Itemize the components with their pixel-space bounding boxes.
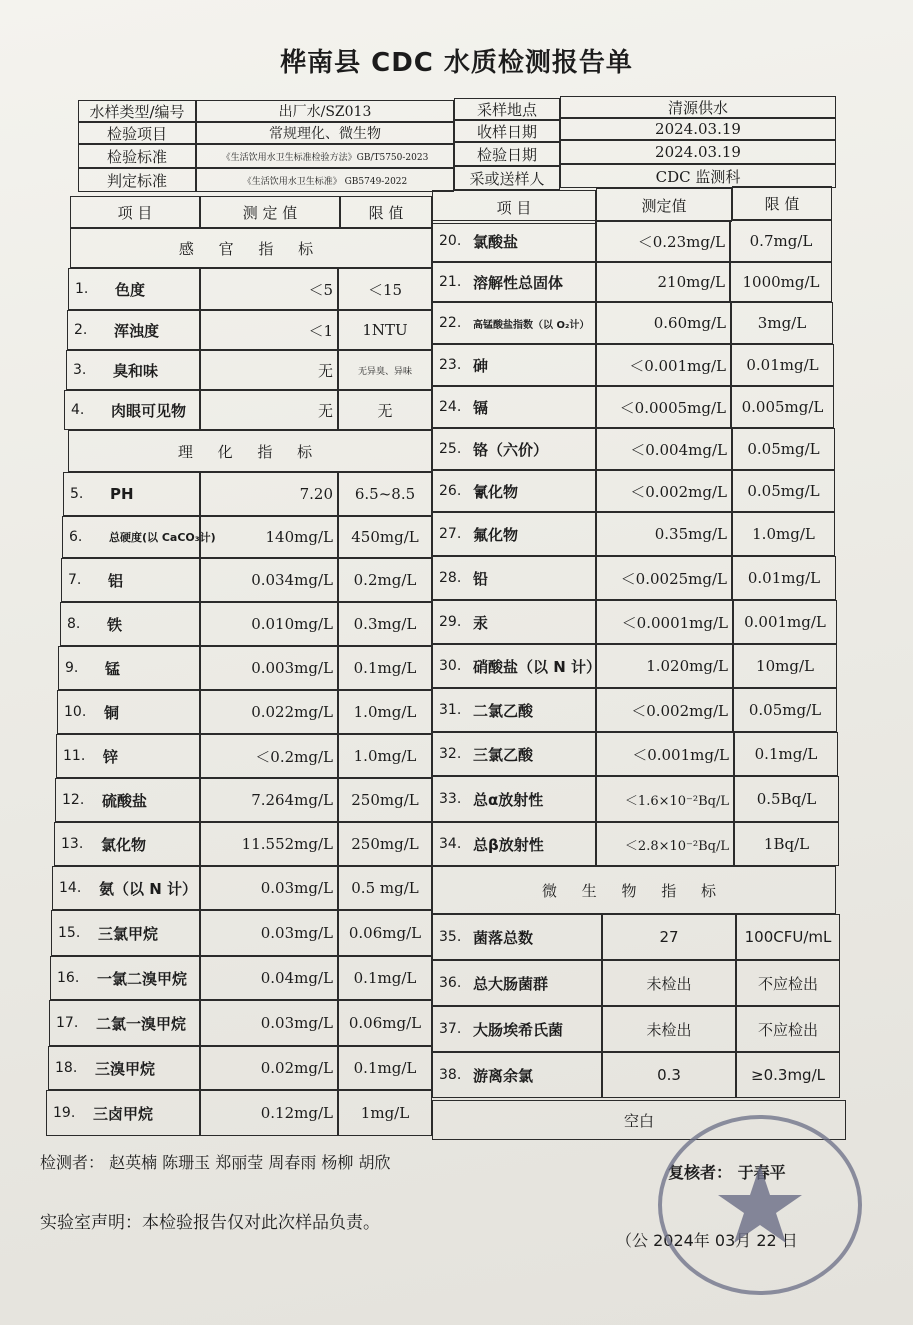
- item-number: 33.: [439, 791, 462, 807]
- header-label: 水样类型/编号: [78, 100, 196, 122]
- right-item-name: [432, 688, 596, 732]
- right-item-name: [432, 220, 596, 262]
- header-value-right: CDC 监测科: [560, 164, 836, 188]
- header-label-right: 采样地点: [454, 98, 560, 120]
- right-limit: 0.001mg/L: [733, 600, 837, 644]
- left-limit: ＜15: [338, 268, 432, 310]
- item-name: 游离余氯: [473, 1066, 534, 1085]
- right-measured: ＜0.0001mg/L: [596, 600, 733, 644]
- header-value-right: 2024.03.19: [560, 140, 836, 164]
- col-measured-left: 测 定 值: [200, 196, 340, 228]
- left-measured: 0.03mg/L: [200, 1000, 338, 1046]
- left-item-name: [48, 1046, 200, 1090]
- item-number: 22.: [439, 315, 462, 331]
- right-item-name: [432, 732, 596, 776]
- left-measured: ＜5: [200, 268, 338, 310]
- item-name: 二氯一溴甲烷: [96, 1014, 187, 1033]
- item-name: 铜: [104, 703, 120, 722]
- micro-item-name: [432, 1006, 602, 1052]
- item-number: 34.: [439, 836, 462, 852]
- item-name: 镉: [473, 398, 489, 417]
- left-item-name: [68, 268, 200, 310]
- left-item-name: [63, 472, 200, 516]
- item-number: 25.: [439, 441, 462, 457]
- item-number: 4.: [71, 402, 85, 418]
- left-item-name: [58, 646, 200, 690]
- right-item-name: [432, 302, 596, 344]
- item-name: 肉眼可见物: [111, 401, 187, 420]
- item-name: 总大肠菌群: [473, 974, 549, 993]
- item-number: 32.: [439, 746, 462, 762]
- left-measured: ＜1: [200, 310, 338, 350]
- right-item-name: [432, 556, 596, 600]
- left-limit: 0.3mg/L: [338, 602, 432, 646]
- right-limit: 0.05mg/L: [732, 428, 835, 470]
- item-number: 26.: [439, 483, 462, 499]
- item-number: 23.: [439, 357, 462, 373]
- item-name: 总硬度(以 CaCO₃计): [109, 531, 216, 544]
- left-limit: 450mg/L: [338, 516, 432, 558]
- left-limit: 0.1mg/L: [338, 646, 432, 690]
- right-measured: ＜1.6×10⁻²Bq/L: [596, 776, 734, 822]
- right-item-name: [432, 644, 601, 688]
- left-limit: 0.06mg/L: [338, 910, 432, 956]
- right-item-name: [432, 776, 596, 822]
- item-name: 铁: [107, 615, 123, 634]
- micro-limit: 100CFU/mL: [736, 914, 840, 960]
- item-name: 三溴甲烷: [95, 1059, 156, 1078]
- right-limit: 0.01mg/L: [732, 556, 836, 600]
- left-measured: 11.552mg/L: [200, 822, 338, 866]
- right-item-name: [432, 470, 596, 512]
- item-number: 17.: [56, 1015, 79, 1031]
- header-value: 出厂水/SZ013: [196, 100, 454, 122]
- item-name: 硫酸盐: [102, 791, 148, 810]
- micro-item-name: [432, 914, 602, 960]
- item-number: 1.: [75, 281, 89, 297]
- left-measured: 无: [200, 350, 338, 390]
- item-number: 36.: [439, 975, 462, 991]
- left-item-name: [52, 866, 200, 910]
- left-measured: 7.20: [200, 472, 338, 516]
- left-limit: 无: [338, 390, 432, 430]
- right-limit: 0.5Bq/L: [734, 776, 839, 822]
- left-measured: 无: [200, 390, 338, 430]
- col-item-right: 项 目: [432, 190, 596, 224]
- left-limit: 250mg/L: [338, 778, 432, 822]
- item-number: 8.: [67, 616, 81, 632]
- item-name: 铬（六价）: [473, 440, 549, 459]
- left-limit: 0.1mg/L: [338, 1046, 432, 1090]
- right-measured: ＜0.0025mg/L: [596, 556, 732, 600]
- report-title: 桦南县 CDC 水质检测报告单: [280, 48, 633, 78]
- micro-measured: 0.3: [602, 1052, 736, 1098]
- item-number: 18.: [55, 1060, 78, 1076]
- reviewer-line: 复核者： 于春平: [668, 1163, 786, 1182]
- item-number: 3.: [73, 362, 87, 378]
- item-name: 锌: [103, 747, 119, 766]
- right-item-name: [432, 386, 596, 428]
- item-number: 7.: [68, 572, 82, 588]
- item-number: 38.: [439, 1067, 462, 1083]
- item-name: 色度: [115, 280, 146, 299]
- left-measured: 0.003mg/L: [200, 646, 338, 690]
- left-limit: 无异臭、异味: [338, 350, 432, 390]
- section-physchem: 理 化 指 标: [68, 430, 432, 472]
- item-name: 铝: [108, 571, 124, 590]
- item-number: 13.: [61, 836, 84, 852]
- item-number: 9.: [65, 660, 79, 676]
- item-name: 臭和味: [113, 361, 159, 380]
- col-limit-right: 限 值: [732, 186, 832, 220]
- left-measured: 0.02mg/L: [200, 1046, 338, 1090]
- left-limit: 0.06mg/L: [338, 1000, 432, 1046]
- item-name: 一氯二溴甲烷: [97, 969, 188, 988]
- item-name: 三卤甲烷: [93, 1104, 154, 1123]
- blank-cell: 空白: [432, 1100, 846, 1140]
- right-limit: 0.01mg/L: [731, 344, 834, 386]
- item-name: 锰: [105, 659, 121, 678]
- item-name: 氨（以 N 计）: [99, 879, 197, 898]
- left-item-name: [56, 734, 200, 778]
- official-seal-icon: [655, 1110, 865, 1300]
- item-number: 12.: [62, 792, 85, 808]
- header-label-right: 采或送样人: [454, 166, 560, 190]
- right-item-name: [432, 512, 596, 556]
- micro-limit: 不应检出: [736, 1006, 840, 1052]
- right-measured: 210mg/L: [596, 262, 730, 302]
- micro-limit: ≥0.3mg/L: [736, 1052, 840, 1098]
- left-item-name: [60, 602, 200, 646]
- right-limit: 0.05mg/L: [733, 688, 837, 732]
- left-item-name: [50, 956, 200, 1000]
- item-name: PH: [110, 485, 134, 503]
- item-name: 铅: [473, 569, 489, 588]
- left-limit: 6.5~8.5: [338, 472, 432, 516]
- left-measured: ＜0.2mg/L: [200, 734, 338, 778]
- item-number: 31.: [439, 702, 462, 718]
- left-measured: 0.04mg/L: [200, 956, 338, 1000]
- item-number: 6.: [69, 529, 83, 545]
- header-value-right: 清源供水: [560, 96, 836, 118]
- item-name: 三氯甲烷: [98, 924, 159, 943]
- right-limit: 10mg/L: [733, 644, 837, 688]
- item-number: 21.: [439, 274, 462, 290]
- item-number: 24.: [439, 399, 462, 415]
- item-name: 总β放射性: [473, 835, 544, 854]
- item-number: 5.: [70, 486, 84, 502]
- left-item-name: [66, 350, 200, 390]
- issue-date: （公 2024年 03月 22 日: [616, 1231, 798, 1250]
- right-limit: 0.7mg/L: [730, 220, 832, 262]
- right-limit: 0.1mg/L: [734, 732, 838, 776]
- item-number: 14.: [59, 880, 82, 896]
- section-sensory: 感 官 指 标: [70, 228, 432, 268]
- left-limit: 1.0mg/L: [338, 690, 432, 734]
- left-item-name: [57, 690, 200, 734]
- item-number: 20.: [439, 233, 462, 249]
- left-limit: 1.0mg/L: [338, 734, 432, 778]
- right-limit: 0.05mg/L: [732, 470, 835, 512]
- item-number: 27.: [439, 526, 462, 542]
- right-item-name: [432, 600, 596, 644]
- micro-item-name: [432, 1052, 602, 1098]
- left-limit: 0.2mg/L: [338, 558, 432, 602]
- item-name: 汞: [473, 613, 489, 632]
- right-limit: 0.005mg/L: [731, 386, 834, 428]
- right-measured: 0.60mg/L: [596, 302, 731, 344]
- left-limit: 0.1mg/L: [338, 956, 432, 1000]
- header-label-right: 检验日期: [454, 142, 560, 166]
- left-limit: 1NTU: [338, 310, 432, 350]
- left-item-name: [64, 390, 200, 430]
- item-number: 28.: [439, 570, 462, 586]
- item-number: 10.: [64, 704, 87, 720]
- left-item-name: [61, 558, 200, 602]
- item-name: 氯酸盐: [473, 232, 519, 251]
- left-measured: 0.03mg/L: [200, 866, 338, 910]
- item-name: 硝酸盐（以 N 计）: [473, 657, 601, 676]
- left-item-name: [51, 910, 200, 956]
- left-measured: 7.264mg/L: [200, 778, 338, 822]
- section-micro: 微 生 物 指 标: [432, 866, 836, 914]
- item-name: 砷: [473, 356, 489, 375]
- header-value: 《生活饮用水卫生标准检验方法》GB/T5750-2023: [196, 144, 454, 168]
- left-limit: 0.5 mg/L: [338, 866, 432, 910]
- header-value: 《生活饮用水卫生标准》 GB5749-2022: [196, 168, 454, 192]
- item-name: 氯化物: [101, 835, 147, 854]
- left-item-name: [49, 1000, 200, 1046]
- left-measured: 0.022mg/L: [200, 690, 338, 734]
- col-item-left: 项 目: [70, 196, 200, 228]
- left-measured: 0.03mg/L: [200, 910, 338, 956]
- item-name: 菌落总数: [473, 928, 534, 947]
- right-limit: 3mg/L: [731, 302, 833, 344]
- micro-measured: 未检出: [602, 960, 736, 1006]
- micro-limit: 不应检出: [736, 960, 840, 1006]
- left-measured: 0.010mg/L: [200, 602, 338, 646]
- right-limit: 1000mg/L: [730, 262, 832, 302]
- header-value: 常规理化、微生物: [196, 122, 454, 144]
- item-name: 浑浊度: [114, 321, 160, 340]
- right-measured: ＜0.0005mg/L: [596, 386, 731, 428]
- right-measured: ＜2.8×10⁻²Bq/L: [596, 822, 734, 866]
- item-number: 15.: [58, 925, 81, 941]
- header-label-right: 收样日期: [454, 120, 560, 142]
- right-limit: 1Bq/L: [734, 822, 839, 866]
- micro-measured: 27: [602, 914, 736, 960]
- item-number: 2.: [74, 322, 88, 338]
- left-item-name: [62, 516, 216, 558]
- item-number: 16.: [57, 970, 80, 986]
- right-measured: ＜0.001mg/L: [596, 732, 734, 776]
- right-measured: ＜0.002mg/L: [596, 688, 733, 732]
- left-measured: 140mg/L: [200, 516, 338, 558]
- right-limit: 1.0mg/L: [732, 512, 835, 556]
- left-item-name: [55, 778, 200, 822]
- left-limit: 250mg/L: [338, 822, 432, 866]
- left-item-name: [54, 822, 200, 866]
- right-item-name: [432, 262, 596, 302]
- left-limit: 1mg/L: [338, 1090, 432, 1136]
- col-measured-right: 测定值: [596, 188, 732, 222]
- right-measured: 1.020mg/L: [596, 644, 733, 688]
- right-measured: ＜0.23mg/L: [596, 220, 730, 262]
- right-measured: ＜0.002mg/L: [596, 470, 732, 512]
- item-name: 二氯乙酸: [473, 701, 534, 720]
- item-name: 溶解性总固体: [473, 273, 564, 292]
- item-name: 氰化物: [473, 482, 519, 501]
- item-number: 29.: [439, 614, 462, 630]
- lab-statement: 实验室声明：本检验报告仅对此次样品负责。: [40, 1213, 380, 1233]
- header-label: 判定标准: [78, 168, 196, 192]
- right-measured: 0.35mg/L: [596, 512, 732, 556]
- right-item-name: [432, 822, 596, 866]
- item-number: 30.: [439, 658, 462, 674]
- item-name: 氟化物: [473, 525, 519, 544]
- item-number: 35.: [439, 929, 462, 945]
- right-item-name: [432, 428, 596, 470]
- col-limit-left: 限 值: [340, 196, 432, 228]
- left-measured: 0.034mg/L: [200, 558, 338, 602]
- header-label: 检验项目: [78, 122, 196, 144]
- micro-measured: 未检出: [602, 1006, 736, 1052]
- item-name: 三氯乙酸: [473, 745, 534, 764]
- left-item-name: [67, 310, 200, 350]
- left-measured: 0.12mg/L: [200, 1090, 338, 1136]
- right-measured: ＜0.001mg/L: [596, 344, 731, 386]
- right-measured: ＜0.004mg/L: [596, 428, 732, 470]
- testers-line: 检测者： 赵英楠 陈珊玉 郑丽莹 周春雨 杨柳 胡欣: [40, 1153, 391, 1172]
- header-label: 检验标准: [78, 144, 196, 168]
- item-number: 37.: [439, 1021, 462, 1037]
- item-number: 19.: [53, 1105, 76, 1121]
- micro-item-name: [432, 960, 602, 1006]
- item-name: 总α放射性: [473, 790, 544, 809]
- right-item-name: [432, 344, 596, 386]
- item-name: 高锰酸盐指数（以 O₂计）: [473, 319, 590, 331]
- header-value-right: 2024.03.19: [560, 118, 836, 140]
- item-number: 11.: [63, 748, 86, 764]
- item-name: 大肠埃希氏菌: [473, 1020, 564, 1039]
- left-item-name: [46, 1090, 200, 1136]
